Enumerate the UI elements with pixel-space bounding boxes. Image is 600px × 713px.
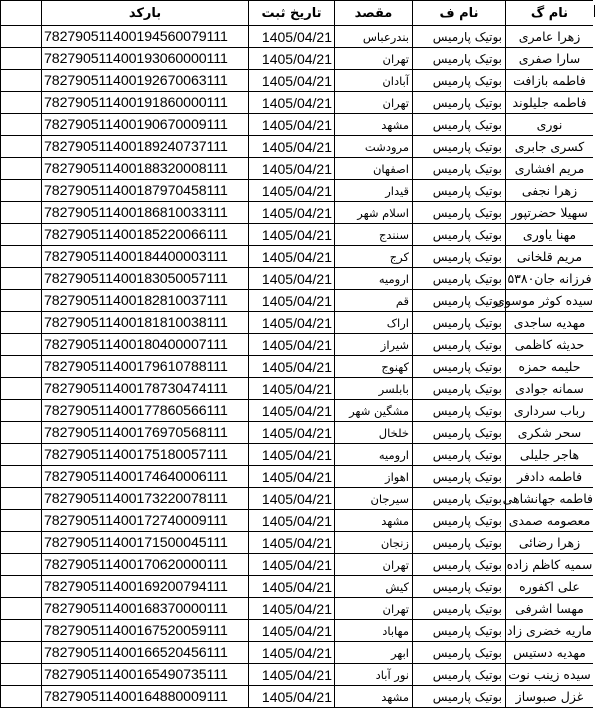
edge-cell <box>1 26 42 48</box>
cell-sender[interactable]: بوتیک پارمیس <box>413 224 506 246</box>
cell-destination[interactable]: قم <box>335 290 413 312</box>
table-row <box>1 642 594 664</box>
header-sender: نام ف <box>413 1 506 26</box>
cell-sender[interactable]: بوتیک پارمیس <box>413 180 506 202</box>
cell-sender[interactable]: بوتیک پارمیس <box>413 576 506 598</box>
edge-cell <box>1 114 42 136</box>
edge-cell <box>1 554 42 576</box>
cell-sender[interactable]: بوتیک پارمیس <box>413 26 506 48</box>
cell-barcode[interactable]: 782790511400171500045111 <box>42 532 249 554</box>
cell-date[interactable]: 1405/04/21 <box>249 290 335 312</box>
cell-destination[interactable]: قیدار <box>335 180 413 202</box>
cell-barcode[interactable]: 782790511400164880009111 <box>42 686 249 708</box>
cell-date[interactable]: 1405/04/21 <box>249 554 335 576</box>
table-row <box>1 290 594 312</box>
table-row <box>1 400 594 422</box>
header-receiver: نام گ <box>506 1 594 26</box>
cell-barcode[interactable]: 782790511400184400003111 <box>42 246 249 268</box>
cell-receiver[interactable]: حدیثه کاظمی <box>506 334 594 356</box>
cell-destination[interactable]: کرج <box>335 246 413 268</box>
edge-cell <box>1 598 42 620</box>
cell-receiver[interactable]: سارا صفری <box>506 48 594 70</box>
cell-barcode[interactable]: 782790511400172740009111 <box>42 510 249 532</box>
cell-date[interactable]: 1405/04/21 <box>249 224 335 246</box>
cell-destination[interactable]: ارومیه <box>335 268 413 290</box>
cell-date[interactable]: 1405/04/21 <box>249 356 335 378</box>
header-destination: مقصد <box>335 1 413 26</box>
cell-sender[interactable]: بوتیک پارمیس <box>413 620 506 642</box>
header-barcode: بارکد <box>42 1 249 26</box>
cell-receiver[interactable]: رباب سرداری <box>506 400 594 422</box>
edge-cell <box>1 444 42 466</box>
cell-receiver[interactable]: معصومه صمدی <box>506 510 594 532</box>
cell-receiver[interactable]: هاجر جلیلی <box>506 444 594 466</box>
cell-date[interactable]: 1405/04/21 <box>249 378 335 400</box>
cell-receiver[interactable]: سیده کوثر موسوی <box>506 290 594 312</box>
cell-barcode[interactable]: 782790511400169200794111 <box>42 576 249 598</box>
cell-date[interactable]: 1405/04/21 <box>249 70 335 92</box>
cell-destination[interactable]: کهنوج <box>335 356 413 378</box>
cell-sender[interactable]: بوتیک پارمیس <box>413 246 506 268</box>
cell-barcode[interactable]: 782790511400179610788111 <box>42 356 249 378</box>
table-row <box>1 334 594 356</box>
cell-barcode[interactable]: 782790511400193060000111 <box>42 48 249 70</box>
table-row <box>1 180 594 202</box>
cell-barcode[interactable]: 782790511400180400007111 <box>42 334 249 356</box>
cell-barcode[interactable]: 782790511400182810037111 <box>42 290 249 312</box>
cell-date[interactable]: 1405/04/21 <box>249 180 335 202</box>
cell-sender[interactable]: بوتیک پارمیس <box>413 598 506 620</box>
cell-date[interactable]: 1405/04/21 <box>249 576 335 598</box>
edge-cell <box>1 246 42 268</box>
table-row <box>1 488 594 510</box>
cell-destination[interactable]: مشهد <box>335 686 413 708</box>
edge-cell <box>1 70 42 92</box>
cell-sender[interactable]: بوتیک پارمیس <box>413 532 506 554</box>
table-row <box>1 686 594 708</box>
table-body <box>1 26 594 708</box>
edge-cell <box>1 378 42 400</box>
cell-receiver[interactable]: فرزانه جان۵۳۸۰ <box>506 268 594 290</box>
table-row <box>1 312 594 334</box>
cell-sender[interactable]: بوتیک پارمیس <box>413 664 506 686</box>
table-row <box>1 158 594 180</box>
cell-destination[interactable]: تهران <box>335 554 413 576</box>
edge-cell <box>1 686 42 708</box>
cell-receiver[interactable]: غزل صبوساز <box>506 686 594 708</box>
edge-cell <box>1 180 42 202</box>
cell-destination[interactable]: سنندج <box>335 224 413 246</box>
cell-sender[interactable]: بوتیک پارمیس <box>413 114 506 136</box>
cell-receiver[interactable]: نوری <box>506 114 594 136</box>
cell-date[interactable]: 1405/04/21 <box>249 136 335 158</box>
table-row <box>1 202 594 224</box>
cell-barcode[interactable]: 782790511400177860566111 <box>42 400 249 422</box>
cell-date[interactable]: 1405/04/21 <box>249 620 335 642</box>
cell-barcode[interactable]: 782790511400185220066111 <box>42 224 249 246</box>
cell-destination[interactable]: تهران <box>335 48 413 70</box>
cell-receiver[interactable]: فاطمه جهانشاهی <box>506 488 594 510</box>
cell-date[interactable]: 1405/04/21 <box>249 26 335 48</box>
cell-date[interactable]: 1405/04/21 <box>249 312 335 334</box>
cell-barcode[interactable]: 782790511400178730474111 <box>42 378 249 400</box>
cell-sender[interactable]: بوتیک پارمیس <box>413 202 506 224</box>
cell-destination[interactable]: بندرعباس <box>335 26 413 48</box>
cell-barcode[interactable]: 782790511400176970568111 <box>42 422 249 444</box>
cell-barcode[interactable]: 782790511400188320008111 <box>42 158 249 180</box>
cell-sender[interactable]: بوتیک پارمیس <box>413 136 506 158</box>
edge-cell <box>1 48 42 70</box>
cell-sender[interactable]: بوتیک پارمیس <box>413 158 506 180</box>
cell-sender[interactable]: بوتیک پارمیس <box>413 268 506 290</box>
cell-destination[interactable]: مهاباد <box>335 620 413 642</box>
cell-receiver[interactable]: مریم افشاری <box>506 158 594 180</box>
edge-cell <box>1 202 42 224</box>
cell-destination[interactable]: مشهد <box>335 114 413 136</box>
edge-cell <box>1 136 42 158</box>
table-row <box>1 92 594 114</box>
cell-barcode[interactable]: 782790511400166520456111 <box>42 642 249 664</box>
cell-destination[interactable]: شیراز <box>335 334 413 356</box>
cell-sender[interactable]: بوتیک پارمیس <box>413 290 506 312</box>
cell-receiver[interactable]: فاطمه جلیلوند <box>506 92 594 114</box>
table-row <box>1 532 594 554</box>
edge-cell <box>1 92 42 114</box>
cell-receiver[interactable]: مریم قلخانی <box>506 246 594 268</box>
table-row <box>1 620 594 642</box>
edge-cell <box>1 422 42 444</box>
cell-barcode[interactable]: 782790511400175180057111 <box>42 444 249 466</box>
edge-cell <box>1 268 42 290</box>
cell-barcode[interactable]: 782790511400168370000111 <box>42 598 249 620</box>
cell-sender[interactable]: بوتیک پارمیس <box>413 466 506 488</box>
edge-cell <box>1 532 42 554</box>
table-row <box>1 136 594 158</box>
cell-date[interactable]: 1405/04/21 <box>249 598 335 620</box>
cell-sender[interactable]: بوتیک پارمیس <box>413 510 506 532</box>
cell-destination[interactable]: آبادان <box>335 70 413 92</box>
edge-cell <box>1 356 42 378</box>
table-row <box>1 422 594 444</box>
cell-sender[interactable]: بوتیک پارمیس <box>413 312 506 334</box>
cell-date[interactable]: 1405/04/21 <box>249 92 335 114</box>
cell-barcode[interactable]: 782790511400189240737111 <box>42 136 249 158</box>
cell-receiver[interactable]: زهرا نجفی <box>506 180 594 202</box>
cell-barcode[interactable]: 782790511400165490735111 <box>42 664 249 686</box>
cell-receiver[interactable]: مهدیه دستیس <box>506 642 594 664</box>
cell-barcode[interactable]: 782790511400187970458111 <box>42 180 249 202</box>
cell-date[interactable]: 1405/04/21 <box>249 686 335 708</box>
cell-barcode[interactable]: 782790511400170620000111 <box>42 554 249 576</box>
cell-sender[interactable]: بوتیک پارمیس <box>413 642 506 664</box>
cell-destination[interactable]: اراک <box>335 312 413 334</box>
cell-destination[interactable]: تهران <box>335 598 413 620</box>
table-row <box>1 224 594 246</box>
table-row <box>1 48 594 70</box>
cell-sender[interactable]: بوتیک پارمیس <box>413 422 506 444</box>
sheet-edge <box>593 0 600 713</box>
cell-destination[interactable]: سیرجان <box>335 488 413 510</box>
cell-sender[interactable]: بوتیک پارمیس <box>413 378 506 400</box>
cell-destination[interactable]: ارومیه <box>335 444 413 466</box>
cell-barcode[interactable]: 782790511400190670009111 <box>42 114 249 136</box>
header-row <box>1 1 594 26</box>
edge-cell <box>1 312 42 334</box>
edge-cell <box>1 488 42 510</box>
cell-date[interactable]: 1405/04/21 <box>249 114 335 136</box>
cell-receiver[interactable]: مهنا یاوری <box>506 224 594 246</box>
cell-sender[interactable]: بوتیک پارمیس <box>413 334 506 356</box>
edge-cell <box>1 620 42 642</box>
cell-destination[interactable]: مرودشت <box>335 136 413 158</box>
cell-receiver[interactable]: کسری جابری <box>506 136 594 158</box>
edge-cell <box>1 510 42 532</box>
table-row <box>1 70 594 92</box>
cell-barcode[interactable]: 782790511400167520059111 <box>42 620 249 642</box>
edge-cell <box>1 224 42 246</box>
cell-barcode[interactable]: 782790511400191860000111 <box>42 92 249 114</box>
edge-cell <box>1 664 42 686</box>
cell-destination[interactable]: مشگین شهر <box>335 400 413 422</box>
cell-barcode[interactable]: 782790511400174640006111 <box>42 466 249 488</box>
cell-sender[interactable]: بوتیک پارمیس <box>413 70 506 92</box>
cell-receiver[interactable]: سمانه جوادی <box>506 378 594 400</box>
cell-sender[interactable]: بوتیک پارمیس <box>413 92 506 114</box>
cell-sender[interactable]: بوتیک پارمیس <box>413 356 506 378</box>
cell-sender[interactable]: بوتیک پارمیس <box>413 400 506 422</box>
cell-receiver[interactable]: سهیلا حضرتپور <box>506 202 594 224</box>
table-row <box>1 246 594 268</box>
table-row <box>1 444 594 466</box>
cell-date[interactable]: 1405/04/21 <box>249 400 335 422</box>
edge-cell <box>1 158 42 180</box>
cell-destination[interactable]: خلخال <box>335 422 413 444</box>
cell-barcode[interactable]: 782790511400192670063111 <box>42 70 249 92</box>
table-row <box>1 26 594 48</box>
cell-destination[interactable]: اصفهان <box>335 158 413 180</box>
cell-barcode[interactable]: 782790511400194560079111 <box>42 26 249 48</box>
cell-destination[interactable]: اهواز <box>335 466 413 488</box>
table-row <box>1 510 594 532</box>
cell-receiver[interactable]: سمیه کاظم زاده <box>506 554 594 576</box>
cell-receiver[interactable]: مهدیه ساجدی <box>506 312 594 334</box>
cell-destination[interactable]: زنجان <box>335 532 413 554</box>
table-row <box>1 114 594 136</box>
cell-sender[interactable]: بوتیک پارمیس <box>413 554 506 576</box>
cell-barcode[interactable]: 782790511400183050057111 <box>42 268 249 290</box>
cell-receiver[interactable]: فاطمه دادفر <box>506 466 594 488</box>
edge-cell <box>1 334 42 356</box>
table-row <box>1 664 594 686</box>
cell-date[interactable]: 1405/04/21 <box>249 334 335 356</box>
cell-date[interactable]: 1405/04/21 <box>249 444 335 466</box>
cell-destination[interactable]: ابهر <box>335 642 413 664</box>
cell-date[interactable]: 1405/04/21 <box>249 246 335 268</box>
cell-date[interactable]: 1405/04/21 <box>249 510 335 532</box>
cell-date[interactable]: 1405/04/21 <box>249 268 335 290</box>
table-row <box>1 466 594 488</box>
cell-receiver[interactable]: زهرا رضائی <box>506 532 594 554</box>
cell-date[interactable]: 1405/04/21 <box>249 158 335 180</box>
edge-cell <box>1 576 42 598</box>
cell-sender[interactable]: بوتیک پارمیس <box>413 488 506 510</box>
cell-sender[interactable]: بوتیک پارمیس <box>413 686 506 708</box>
cell-date[interactable]: 1405/04/21 <box>249 422 335 444</box>
edge-cell <box>1 400 42 422</box>
cell-date[interactable]: 1405/04/21 <box>249 202 335 224</box>
cell-barcode[interactable]: 782790511400186810033111 <box>42 202 249 224</box>
cell-date[interactable]: 1405/04/21 <box>249 532 335 554</box>
edge-cell <box>1 290 42 312</box>
cell-destination[interactable]: مشهد <box>335 510 413 532</box>
cell-destination[interactable]: بابلسر <box>335 378 413 400</box>
cell-sender[interactable]: بوتیک پارمیس <box>413 48 506 70</box>
cell-date[interactable]: 1405/04/21 <box>249 466 335 488</box>
table-row <box>1 378 594 400</box>
cell-date[interactable]: 1405/04/21 <box>249 488 335 510</box>
cell-destination[interactable]: نور آباد <box>335 664 413 686</box>
edge-header-cell <box>1 1 42 26</box>
cell-date[interactable]: 1405/04/21 <box>249 664 335 686</box>
table-row <box>1 576 594 598</box>
cell-receiver[interactable]: ماریه خضری زاد <box>506 620 594 642</box>
cell-date[interactable]: 1405/04/21 <box>249 48 335 70</box>
table-row <box>1 268 594 290</box>
cell-receiver[interactable]: فاطمه بازافت <box>506 70 594 92</box>
cell-receiver[interactable]: زهرا عامری <box>506 26 594 48</box>
cell-receiver[interactable]: مهسا اشرفی <box>506 598 594 620</box>
cell-destination[interactable]: تهران <box>335 92 413 114</box>
cell-destination[interactable]: کیش <box>335 576 413 598</box>
cell-date[interactable]: 1405/04/21 <box>249 642 335 664</box>
cell-receiver[interactable]: حلیمه حمزه <box>506 356 594 378</box>
table-row <box>1 554 594 576</box>
edge-cell <box>1 466 42 488</box>
header-date: تاریخ ثبت <box>249 1 335 26</box>
cell-barcode[interactable]: 782790511400181810038111 <box>42 312 249 334</box>
table-row <box>1 356 594 378</box>
cell-sender[interactable]: بوتیک پارمیس <box>413 444 506 466</box>
table-row <box>1 598 594 620</box>
cell-receiver[interactable]: سحر شکری <box>506 422 594 444</box>
cell-destination[interactable]: اسلام شهر <box>335 202 413 224</box>
cell-barcode[interactable]: 782790511400173220078111 <box>42 488 249 510</box>
cell-receiver[interactable]: سیده زینب نوت <box>506 664 594 686</box>
edge-cell <box>1 642 42 664</box>
edge-mark <box>594 5 599 17</box>
cell-receiver[interactable]: علی اکفوره <box>506 576 594 598</box>
